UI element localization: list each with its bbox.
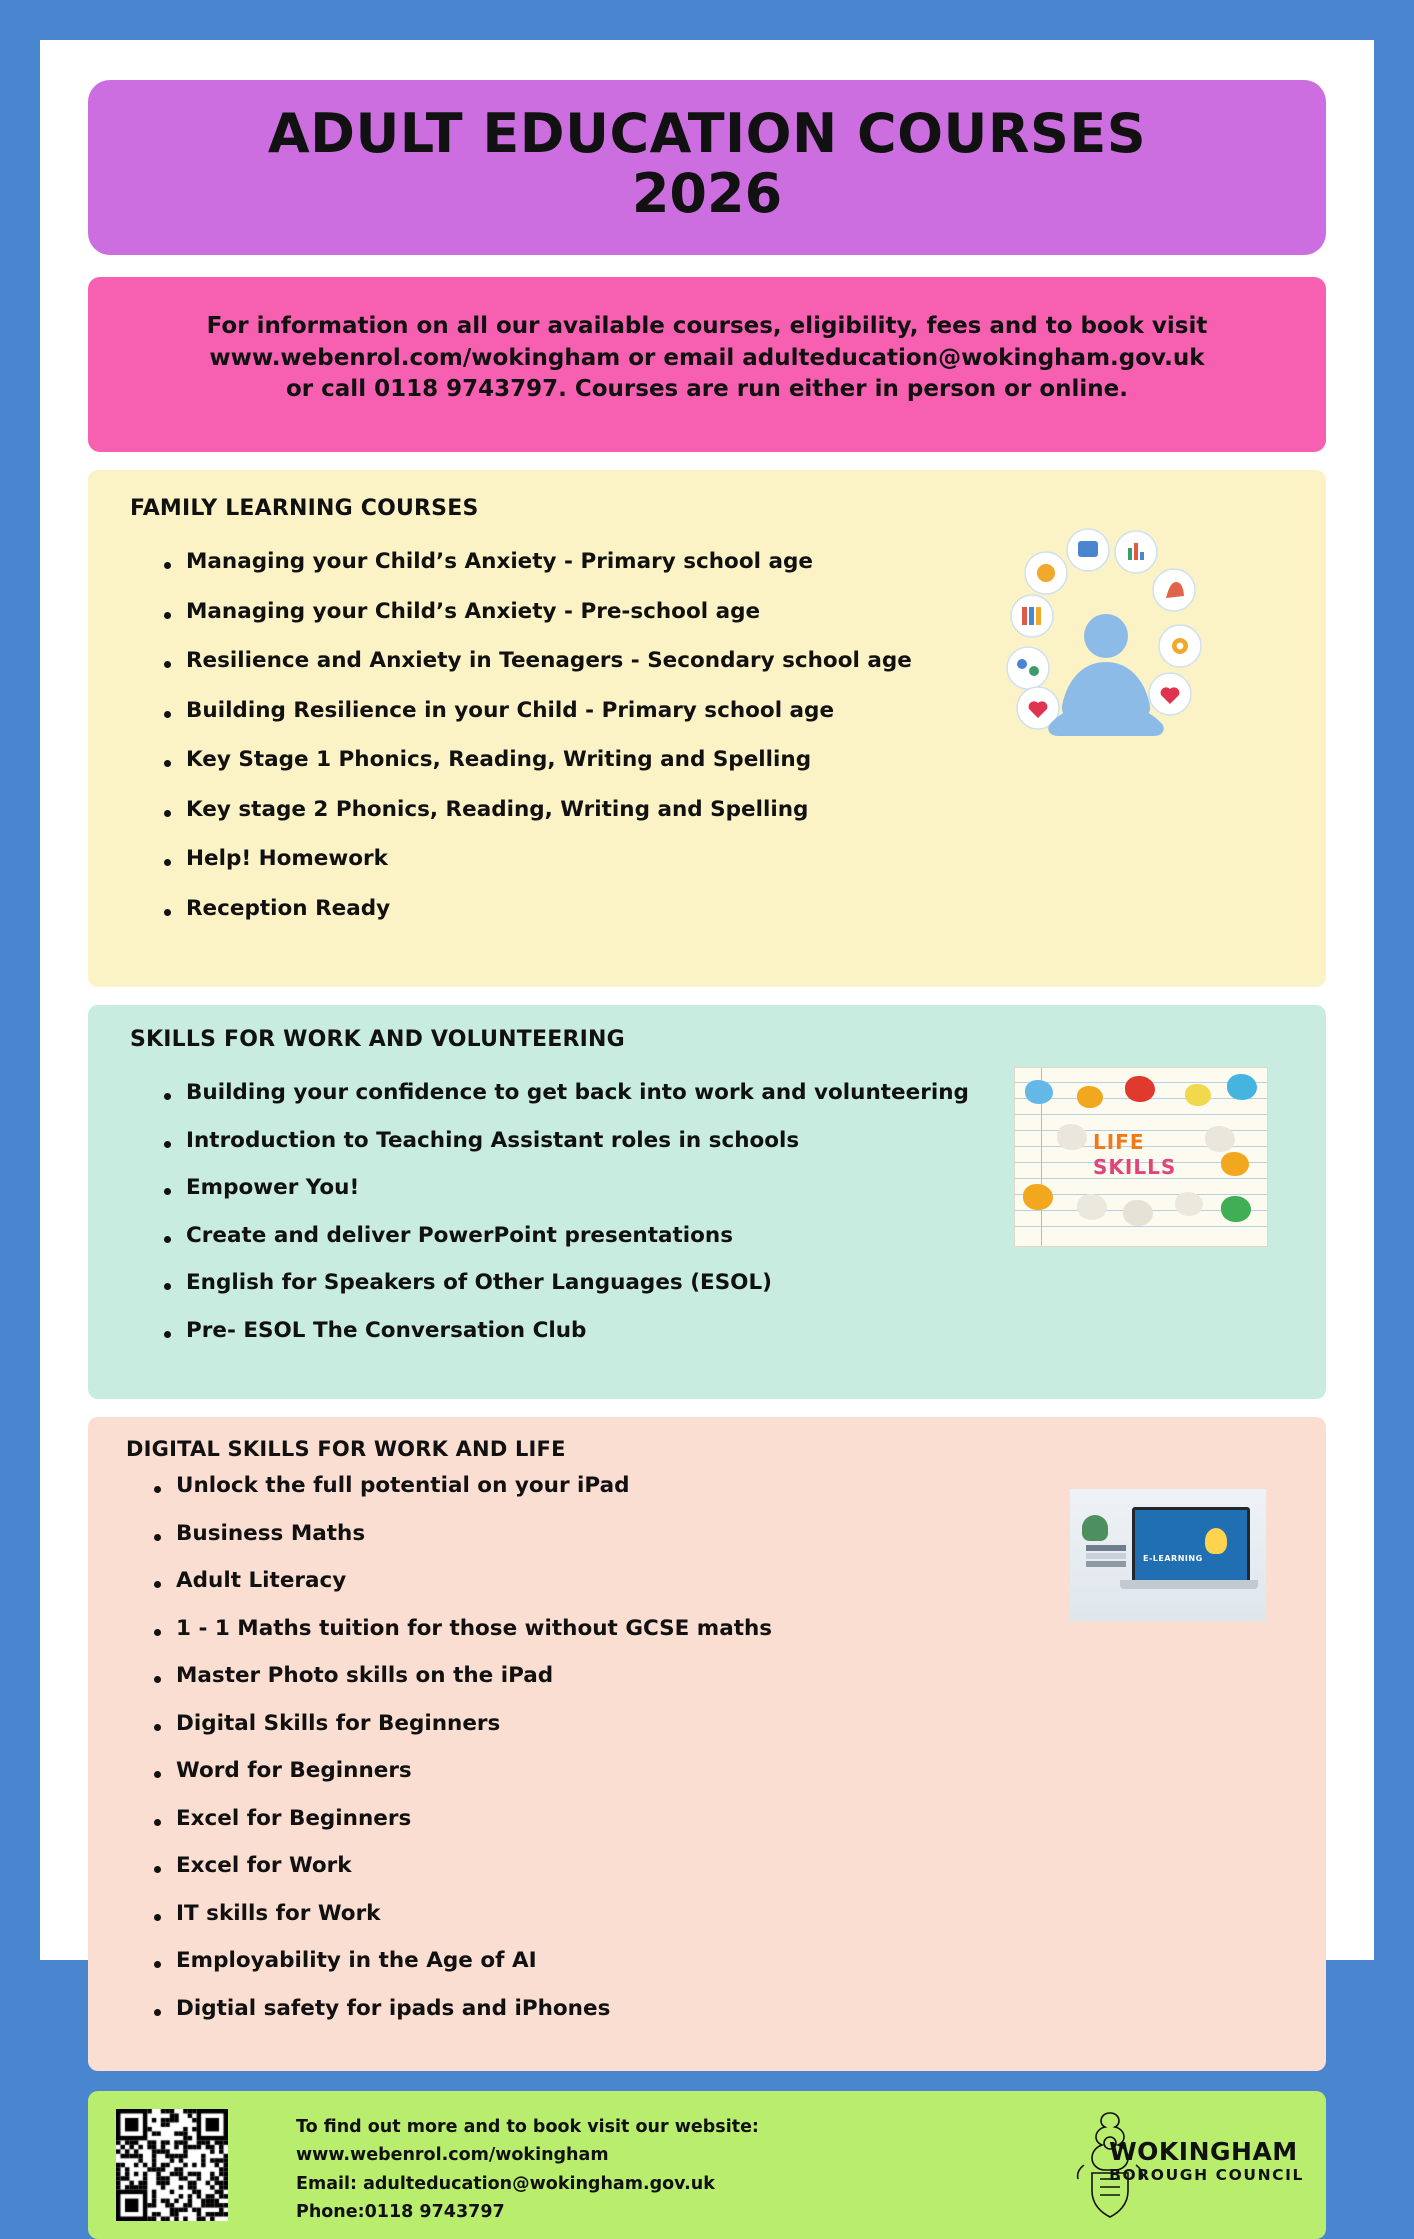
list-item: Building Resilience in your Child - Primary school age	[186, 700, 1296, 722]
list-item: Digital Skills for Beginners	[176, 1713, 1296, 1735]
list-item: Introduction to Teaching Assistant roles in schools	[186, 1130, 1296, 1152]
paper-ball	[1185, 1084, 1211, 1106]
paper-ball	[1025, 1080, 1053, 1104]
info-line-1: For information on all our available courses, eligibility, fees and to book visit	[206, 312, 1208, 339]
life-skills-photo	[1014, 1067, 1268, 1247]
section-heading-family: FAMILY LEARNING COURSES	[130, 496, 479, 522]
footer-band	[88, 2091, 1326, 2239]
footer-line-1: To find out more and to book visit our website:	[296, 2117, 759, 2138]
info-line-3: or call 0118 9743797. Courses are run either in person or online.	[286, 376, 1128, 403]
list-item: Word for Beginners	[176, 1760, 1296, 1782]
paper-ball	[1077, 1086, 1103, 1108]
page-title-year: 2026	[631, 162, 783, 226]
books-decoration	[1086, 1545, 1126, 1571]
list-item: 1 - 1 Maths tuition for those without GCSE maths	[176, 1618, 1296, 1640]
paper-ball	[1221, 1196, 1251, 1222]
paper-ball	[1175, 1192, 1203, 1216]
council-wordmark	[1109, 2137, 1304, 2184]
list-item: Unlock the full potential on your iPad	[176, 1475, 1296, 1497]
section-digital-skills	[88, 1417, 1326, 2071]
elearning-laptop-photo	[1070, 1489, 1266, 1621]
council-subtitle: BOROUGH COUNCIL	[1109, 2166, 1304, 2185]
paper-ball	[1221, 1152, 1249, 1176]
list-item: Digtial safety for ipads and iPhones	[176, 1998, 1296, 2020]
info-band	[88, 277, 1326, 452]
list-item: Resilience and Anxiety in Teenagers - Secondary school age	[186, 650, 1296, 672]
list-item: Building your confidence to get back into work and volunteering	[186, 1082, 1296, 1104]
paper-ball	[1077, 1194, 1107, 1220]
list-item: Reception Ready	[186, 898, 1296, 920]
list-item: Key stage 2 Phonics, Reading, Writing and Spelling	[186, 799, 1296, 821]
list-item: Adult Literacy	[176, 1570, 1296, 1592]
list-item: Key Stage 1 Phonics, Reading, Writing and Spelling	[186, 749, 1296, 771]
section-skills-for-work	[88, 1005, 1326, 1399]
paper-ball	[1023, 1184, 1053, 1210]
section-heading-digital: DIGITAL SKILLS FOR WORK AND LIFE	[126, 1437, 566, 1462]
paper-ball	[1205, 1126, 1235, 1152]
list-item: Business Maths	[176, 1523, 1296, 1545]
poster	[40, 40, 1374, 2223]
section-family-learning	[88, 470, 1326, 987]
life-skills-line-1: LIFE	[1093, 1130, 1145, 1155]
list-item: IT skills for Work	[176, 1903, 1296, 1925]
list-item: Empower You!	[186, 1177, 1296, 1199]
list-item: Create and deliver PowerPoint presentations	[186, 1225, 1296, 1247]
list-item: Managing your Child’s Anxiety - Primary school age	[186, 551, 1296, 573]
list-item: English for Speakers of Other Languages (ESOL)	[186, 1272, 1296, 1294]
page-title: ADULT EDUCATION COURSES	[267, 102, 1147, 165]
paper-ball	[1057, 1124, 1087, 1150]
list-item: Pre- ESOL The Conversation Club	[186, 1320, 1296, 1342]
footer-email[interactable]: Email: adulteducation@wokingham.gov.uk	[296, 2173, 715, 2194]
lightbulb-icon	[1205, 1528, 1227, 1554]
paper-ball	[1227, 1074, 1257, 1100]
list-item: Master Photo skills on the iPad	[176, 1665, 1296, 1687]
plant-decoration	[1082, 1515, 1108, 1541]
qr-code[interactable]	[116, 2109, 228, 2221]
list-item: Managing your Child’s Anxiety - Pre-school age	[186, 601, 1296, 623]
list-item: Excel for Beginners	[176, 1808, 1296, 1830]
poster-content	[88, 80, 1326, 2239]
list-item: Employability in the Age of AI	[176, 1950, 1296, 1972]
poster-title-band	[88, 80, 1326, 255]
life-skills-line-2: SKILLS	[1093, 1155, 1177, 1180]
paper-ball	[1123, 1200, 1153, 1226]
info-line-2: www.webenrol.com/wokingham or email adulteducation@wokingham.gov.uk	[209, 344, 1205, 371]
laptop-base	[1120, 1580, 1258, 1589]
section-heading-skills: SKILLS FOR WORK AND VOLUNTEERING	[130, 1027, 625, 1053]
footer-website[interactable]: www.webenrol.com/wokingham	[296, 2145, 609, 2166]
paper-ball	[1125, 1076, 1155, 1102]
list-item: Excel for Work	[176, 1855, 1296, 1877]
footer-phone: Phone:0118 9743797	[296, 2202, 505, 2223]
meditation-illustration	[984, 528, 1234, 768]
council-name: WOKINGHAM	[1109, 2137, 1298, 2167]
life-skills-text	[1093, 1130, 1176, 1180]
screen-label: E-LEARNING	[1143, 1554, 1203, 1564]
list-item: Help! Homework	[186, 848, 1296, 870]
laptop-screen	[1132, 1507, 1250, 1583]
footer-contact-details	[296, 2113, 759, 2226]
